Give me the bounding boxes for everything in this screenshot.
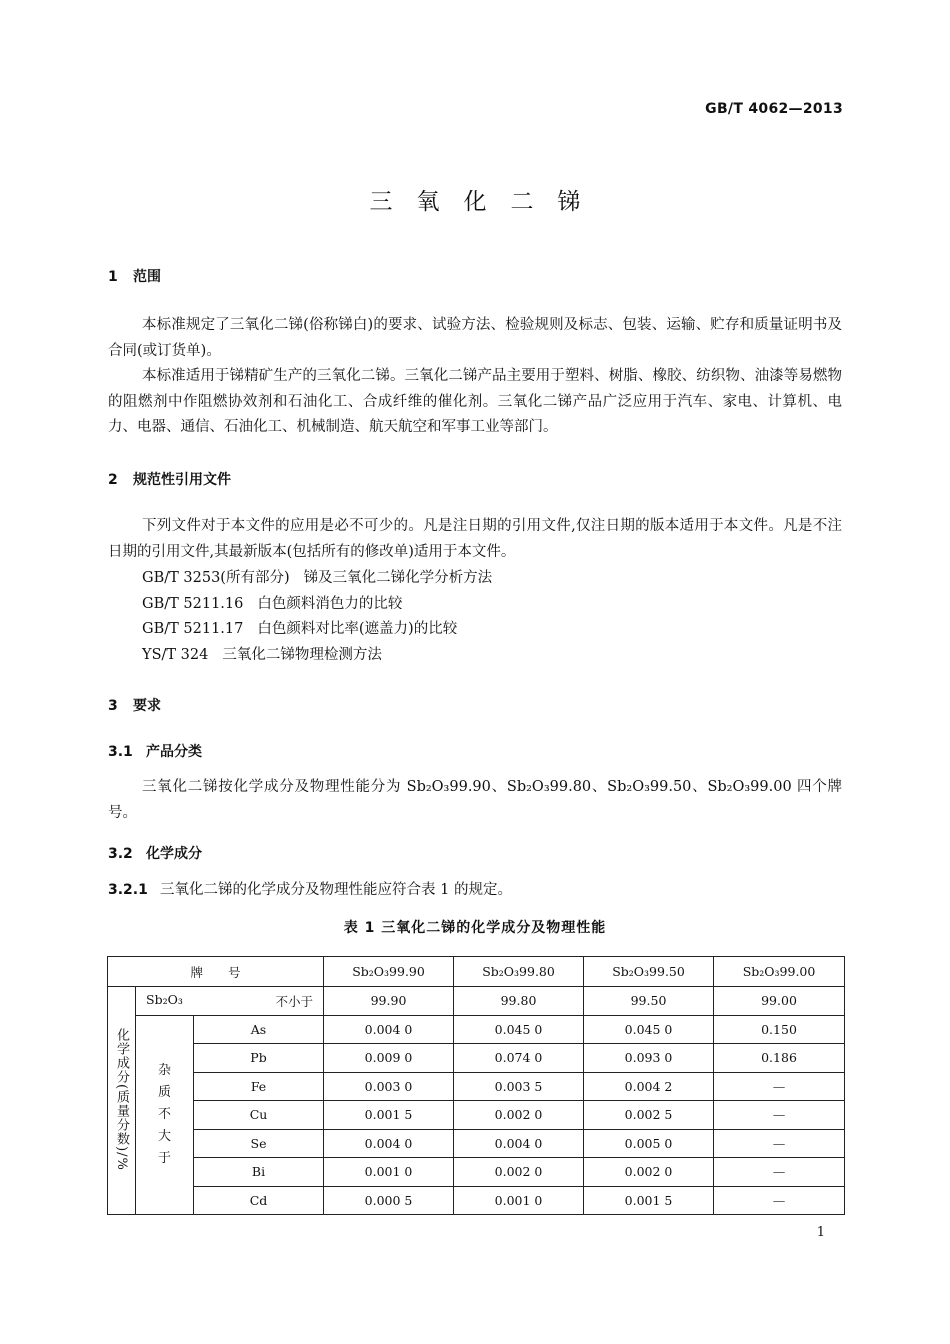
- paragraph: 本标准适用于锑精矿生产的三氧化二锑。三氧化二锑产品主要用于塑料、树脂、橡胶、纺织物、油漆等易燃物的阻燃剂中作阻燃协效剂和石油化工、合成纤维的催化剂。三氧化二锑产品广泛应用于汽车、家电、计算机、电力、电器、通信、石油化工、机械制造、航天航空和军事工业等部门。: [108, 368, 842, 435]
- table-cell: 0.045 0: [584, 1015, 714, 1044]
- table-cell: 0.004 0: [324, 1129, 454, 1158]
- paragraph: [108, 775, 842, 826]
- table-cell: 0.002 0: [584, 1158, 714, 1187]
- list-separator: 、: [691, 779, 708, 795]
- table-cell: 0.000 5: [324, 1186, 454, 1215]
- element-cell: Fe: [194, 1072, 324, 1101]
- element-cell: Se: [194, 1129, 324, 1158]
- element-cell: Pb: [194, 1044, 324, 1073]
- section-title: 化学成分: [146, 846, 202, 862]
- reference-name: 白色颜料对比率(遮盖力)的比较: [257, 621, 458, 637]
- list-separator: 、: [490, 779, 507, 795]
- section-1-body: [108, 313, 842, 441]
- grade-name: Sb₂O₃99.50: [607, 779, 692, 795]
- table-cell: 0.001 0: [454, 1186, 584, 1215]
- table-caption: 表 1 三氧化二锑的化学成分及物理性能: [343, 920, 607, 936]
- grade-name: Sb₂O₃99.00: [707, 779, 792, 795]
- section-1-heading: [108, 266, 161, 286]
- reference-code: GB/T 3253(所有部分): [142, 570, 290, 586]
- table-cell: 0.093 0: [584, 1044, 714, 1073]
- grade-name: Sb₂O₃99.80: [506, 779, 592, 795]
- element-cell: Cu: [194, 1101, 324, 1130]
- table-cell: 0.001 5: [324, 1101, 454, 1130]
- table-row: [108, 1158, 845, 1187]
- section-title: 规范性引用文件: [133, 472, 231, 488]
- reference-code: GB/T 5211.17: [142, 621, 244, 637]
- table-cell: 0.005 0: [584, 1129, 714, 1158]
- reference-name: 白色颜料消色力的比较: [257, 596, 403, 612]
- reference-name: 三氧化二锑物理检测方法: [222, 647, 382, 663]
- table-cell: 0.001 5: [584, 1186, 714, 1215]
- table-cell: 0.003 0: [324, 1072, 454, 1101]
- table-cell: 0.004 2: [584, 1072, 714, 1101]
- grade-header: 牌 号: [108, 957, 324, 987]
- section-number: 2: [108, 472, 118, 488]
- paragraph: 本标准规定了三氧化二锑(俗称锑白)的要求、试验方法、检验规则及标志、包装、运输、贮存和质量证明书及合同(或订货单)。: [108, 317, 842, 359]
- table-row: [108, 1044, 845, 1073]
- group-label-cell: [108, 987, 136, 1215]
- table-row: [108, 1186, 845, 1215]
- table-cell: 0.186: [714, 1044, 845, 1073]
- element-cell: Bi: [194, 1158, 324, 1187]
- table-cell: —: [714, 1072, 845, 1101]
- reference-code: GB/T 5211.16: [142, 596, 244, 612]
- paragraph-text: 四个牌号。: [108, 779, 843, 821]
- section-3-2-heading: [108, 843, 202, 863]
- section-number: 3: [108, 698, 118, 714]
- impurity-label-char: 不: [157, 1106, 171, 1122]
- element-cell: Cd: [194, 1186, 324, 1215]
- grade-name: Sb₂O₃99.90: [406, 779, 491, 795]
- section-title: 产品分类: [146, 744, 202, 760]
- element-cell: As: [194, 1015, 324, 1044]
- section-2-body: [108, 514, 842, 565]
- paragraph-text: 三氧化二锑的化学成分及物理性能应符合表 1 的规定。: [160, 882, 512, 898]
- table-cell: —: [714, 1158, 845, 1187]
- table-cell: —: [714, 1101, 845, 1130]
- table-row: [108, 1129, 845, 1158]
- impurity-label-char: 杂: [157, 1062, 171, 1078]
- table-cell: 0.004 0: [454, 1129, 584, 1158]
- section-title: 范围: [133, 269, 161, 285]
- table-cell: 0.004 0: [324, 1015, 454, 1044]
- reference-item: [142, 643, 382, 664]
- paragraph-text: 三氧化二锑按化学成分及物理性能分为: [142, 779, 407, 795]
- reference-name: 锑及三氧化二锑化学分析方法: [303, 570, 493, 586]
- table-cell: 99.50: [584, 987, 714, 1016]
- section-title: 要求: [133, 698, 161, 714]
- grade-column-header: Sb₂O₃99.00: [714, 957, 845, 987]
- section-3-heading: [108, 695, 161, 715]
- section-number: 3.2.1: [108, 882, 148, 898]
- standard-code: GB/T 4062—2013: [705, 101, 843, 117]
- section-3-1-heading: [108, 741, 202, 761]
- grade-column-header: Sb₂O₃99.80: [454, 957, 584, 987]
- grade-column-header: Sb₂O₃99.50: [584, 957, 714, 987]
- table-row: [108, 1072, 845, 1101]
- table-row: [108, 987, 845, 1016]
- section-2-heading: [108, 469, 231, 489]
- main-content-label-cell: [136, 987, 324, 1016]
- reference-item: [142, 617, 457, 638]
- table-cell: 0.003 5: [454, 1072, 584, 1101]
- section-3-2-1: [108, 878, 512, 899]
- list-separator: 、: [591, 779, 608, 795]
- table-cell: 0.074 0: [454, 1044, 584, 1073]
- grade-column-header: Sb₂O₃99.90: [324, 957, 454, 987]
- table-cell: 0.002 0: [454, 1101, 584, 1130]
- impurity-label-char: 大: [157, 1128, 171, 1144]
- table-row: [108, 1015, 845, 1044]
- impurity-label-cell: [136, 1015, 194, 1215]
- table-cell: 0.009 0: [324, 1044, 454, 1073]
- table-cell: 0.150: [714, 1015, 845, 1044]
- reference-item: [142, 592, 402, 613]
- table-cell: —: [714, 1186, 845, 1215]
- impurity-label-char: 质: [157, 1084, 171, 1100]
- table-cell: 99.00: [714, 987, 845, 1016]
- document-title: 三氧化二锑: [369, 189, 605, 215]
- section-number: 3.1: [108, 744, 133, 760]
- page-number: 1: [816, 1225, 825, 1240]
- section-number: 1: [108, 269, 118, 285]
- table-cell: 0.002 0: [454, 1158, 584, 1187]
- impurity-label: [136, 1060, 193, 1170]
- table-cell: 0.001 0: [324, 1158, 454, 1187]
- paragraph: 下列文件对于本文件的应用是必不可少的。凡是注日期的引用文件,仅注日期的版本适用于本文件。凡是不注日期的引用文件,其最新版本(包括所有的修改单)适用于本文件。: [108, 518, 842, 560]
- impurity-label-char: 于: [157, 1150, 171, 1166]
- table-cell: 99.90: [324, 987, 454, 1016]
- table-cell: —: [714, 1129, 845, 1158]
- table-cell: 0.045 0: [454, 1015, 584, 1044]
- table-header-row: [108, 957, 845, 987]
- table-cell: 0.002 5: [584, 1101, 714, 1130]
- main-content-condition: 不小于: [275, 993, 314, 1009]
- section-3-1-body: [108, 775, 842, 826]
- group-label: 化学成分(质量分数)/%: [114, 1027, 129, 1171]
- reference-code: YS/T 324: [142, 647, 209, 663]
- reference-item: [142, 566, 492, 587]
- section-number: 3.2: [108, 846, 133, 862]
- main-content-label: Sb₂O₃: [146, 991, 183, 1007]
- composition-table: [107, 956, 845, 1215]
- table-cell: 99.80: [454, 987, 584, 1016]
- table-row: [108, 1101, 845, 1130]
